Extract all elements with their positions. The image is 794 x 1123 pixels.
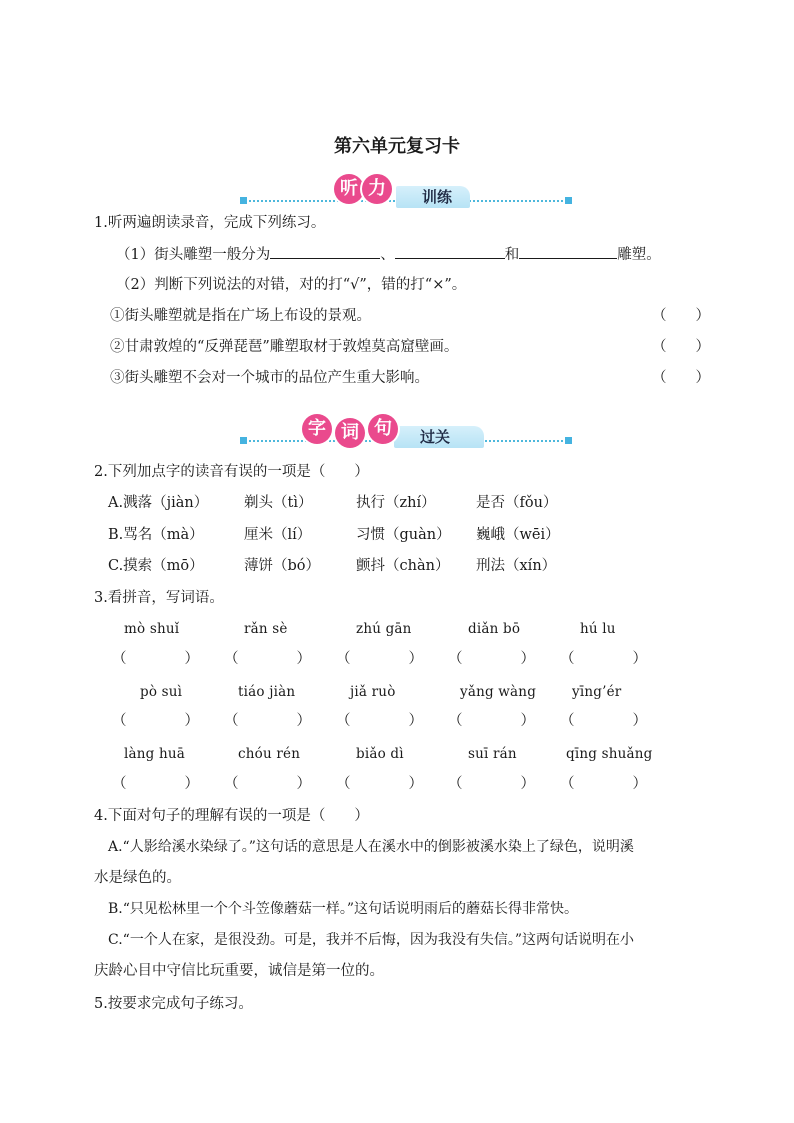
- question-1-part-2: （2）判断下列说法的对错，对的打“√”，错的打“×”。: [116, 277, 467, 293]
- section-banner-vocabulary: [240, 420, 574, 454]
- question-2-stem: 2.下列加点字的读音有误的一项是（ ）: [94, 464, 369, 480]
- pinyin: qīng shuǎng: [566, 746, 653, 762]
- option-c-col-4: 刑法（xín）: [476, 558, 557, 574]
- option-b-col-4: 巍峨（wēi）: [476, 527, 560, 543]
- option-c-col-2: 薄饼（bó）: [244, 558, 321, 574]
- banner-char-3: 句: [368, 414, 398, 444]
- word-answer-box[interactable]: （ ）: [112, 776, 199, 792]
- answer-blank-1[interactable]: [270, 244, 380, 259]
- banner-left-marker: [240, 437, 247, 444]
- pinyin: rǎn sè: [244, 621, 288, 637]
- answer-blank-3[interactable]: [519, 244, 617, 259]
- pinyin: jiǎ ruò: [350, 684, 396, 700]
- word-answer-box[interactable]: （ ）: [224, 713, 311, 729]
- word-answer-box[interactable]: （ ）: [336, 651, 423, 667]
- pinyin: yǎng wàng: [460, 684, 537, 700]
- word-answer-box[interactable]: （ ）: [448, 651, 535, 667]
- banner-right-marker: [565, 437, 572, 444]
- pinyin: mò shuǐ: [124, 621, 180, 637]
- pinyin: yīng’ér: [572, 684, 622, 700]
- banner-left-marker: [240, 197, 247, 204]
- word-answer-box[interactable]: （ ）: [112, 651, 199, 667]
- part-1-and: 和: [504, 247, 520, 263]
- judgement-item-1: ①街头雕塑就是指在广场上布设的景观。: [110, 308, 371, 324]
- pinyin: zhú gān: [356, 621, 412, 637]
- option-c-line-2: 庆龄心目中守信比玩重要，诚信是第一位的。: [94, 963, 384, 979]
- page-title: 第六单元复习卡: [334, 136, 460, 157]
- question-3-stem: 3.看拼音，写词语。: [94, 590, 224, 606]
- pinyin: biǎo dì: [356, 746, 404, 762]
- word-answer-box[interactable]: （ ）: [448, 713, 535, 729]
- banner-char-2: 词: [335, 418, 365, 448]
- pinyin: làng huā: [124, 746, 186, 762]
- option-a-col-4: 是否（fǒu）: [476, 495, 558, 511]
- option-c-line-1: C.“一个人在家，是很没劲。可是，我并不后悔，因为我没有失信。”这两句话说明在小: [108, 932, 634, 948]
- question-1-part-1: [116, 244, 661, 265]
- option-a-line-2: 水是绿色的。: [94, 870, 181, 886]
- option-a-col-2: 剃头（tì）: [244, 495, 313, 511]
- part-1-suffix: 雕塑。: [617, 247, 661, 263]
- word-answer-box[interactable]: （ ）: [560, 713, 647, 729]
- banner-label: 过关: [394, 426, 484, 448]
- word-answer-box[interactable]: （ ）: [448, 776, 535, 792]
- word-answer-box[interactable]: （ ）: [336, 713, 423, 729]
- part-1-separator: 、: [380, 247, 395, 263]
- word-answer-box[interactable]: （ ）: [224, 651, 311, 667]
- option-c-col-1: C.摸索（mō）: [108, 558, 204, 574]
- banner-char-2: 力: [362, 174, 392, 204]
- pinyin: chóu rén: [238, 746, 301, 762]
- word-answer-box[interactable]: （ ）: [560, 776, 647, 792]
- option-a-col-1: A.溅落（jiàn）: [108, 495, 209, 511]
- option-b-col-3: 习惯（guàn）: [356, 527, 451, 543]
- question-4-stem: 4.下面对句子的理解有误的一项是（ ）: [94, 808, 369, 824]
- pinyin: tiáo jiàn: [238, 684, 296, 700]
- option-a-col-3: 执行（zhí）: [356, 495, 436, 511]
- judgement-answer-1[interactable]: （ ）: [652, 308, 710, 324]
- word-answer-box[interactable]: （ ）: [224, 776, 311, 792]
- option-b: B.“只见松林里一个个斗笠像蘑菇一样。”这句话说明雨后的蘑菇长得非常快。: [108, 901, 579, 917]
- question-5-stem: 5.按要求完成句子练习。: [94, 996, 253, 1012]
- answer-blank-2[interactable]: [395, 244, 505, 259]
- option-b-col-2: 厘米（lí）: [244, 527, 312, 543]
- word-answer-box[interactable]: （ ）: [112, 713, 199, 729]
- banner-label: 训练: [396, 186, 470, 208]
- banner-char-1: 听: [334, 174, 364, 204]
- pinyin: hú lu: [580, 621, 616, 637]
- judgement-item-3: ③街头雕塑不会对一个城市的品位产生重大影响。: [110, 370, 429, 386]
- option-a-line-1: A.“人影给溪水染绿了。”这句话的意思是人在溪水中的倒影被溪水染上了绿色，说明溪: [108, 839, 634, 855]
- pinyin: suī rán: [468, 746, 517, 762]
- banner-right-marker: [565, 197, 572, 204]
- part-1-prefix: （1）街头雕塑一般分为: [116, 247, 271, 263]
- pinyin: pò suì: [140, 684, 183, 700]
- section-banner-listening: [240, 180, 574, 214]
- word-answer-box[interactable]: （ ）: [336, 776, 423, 792]
- option-b-col-1: B.骂名（mà）: [108, 527, 204, 543]
- banner-char-1: 字: [302, 414, 332, 444]
- judgement-answer-3[interactable]: （ ）: [652, 370, 710, 386]
- option-c-col-3: 颤抖（chàn）: [356, 558, 450, 574]
- judgement-answer-2[interactable]: （ ）: [652, 339, 710, 355]
- question-1-stem: 1.听两遍朗读录音，完成下列练习。: [94, 215, 326, 231]
- pinyin: diǎn bō: [468, 621, 521, 637]
- word-answer-box[interactable]: （ ）: [560, 651, 647, 667]
- judgement-item-2: ②甘肃敦煌的“反弹琵琶”雕塑取材于敦煌莫高窟壁画。: [110, 339, 459, 355]
